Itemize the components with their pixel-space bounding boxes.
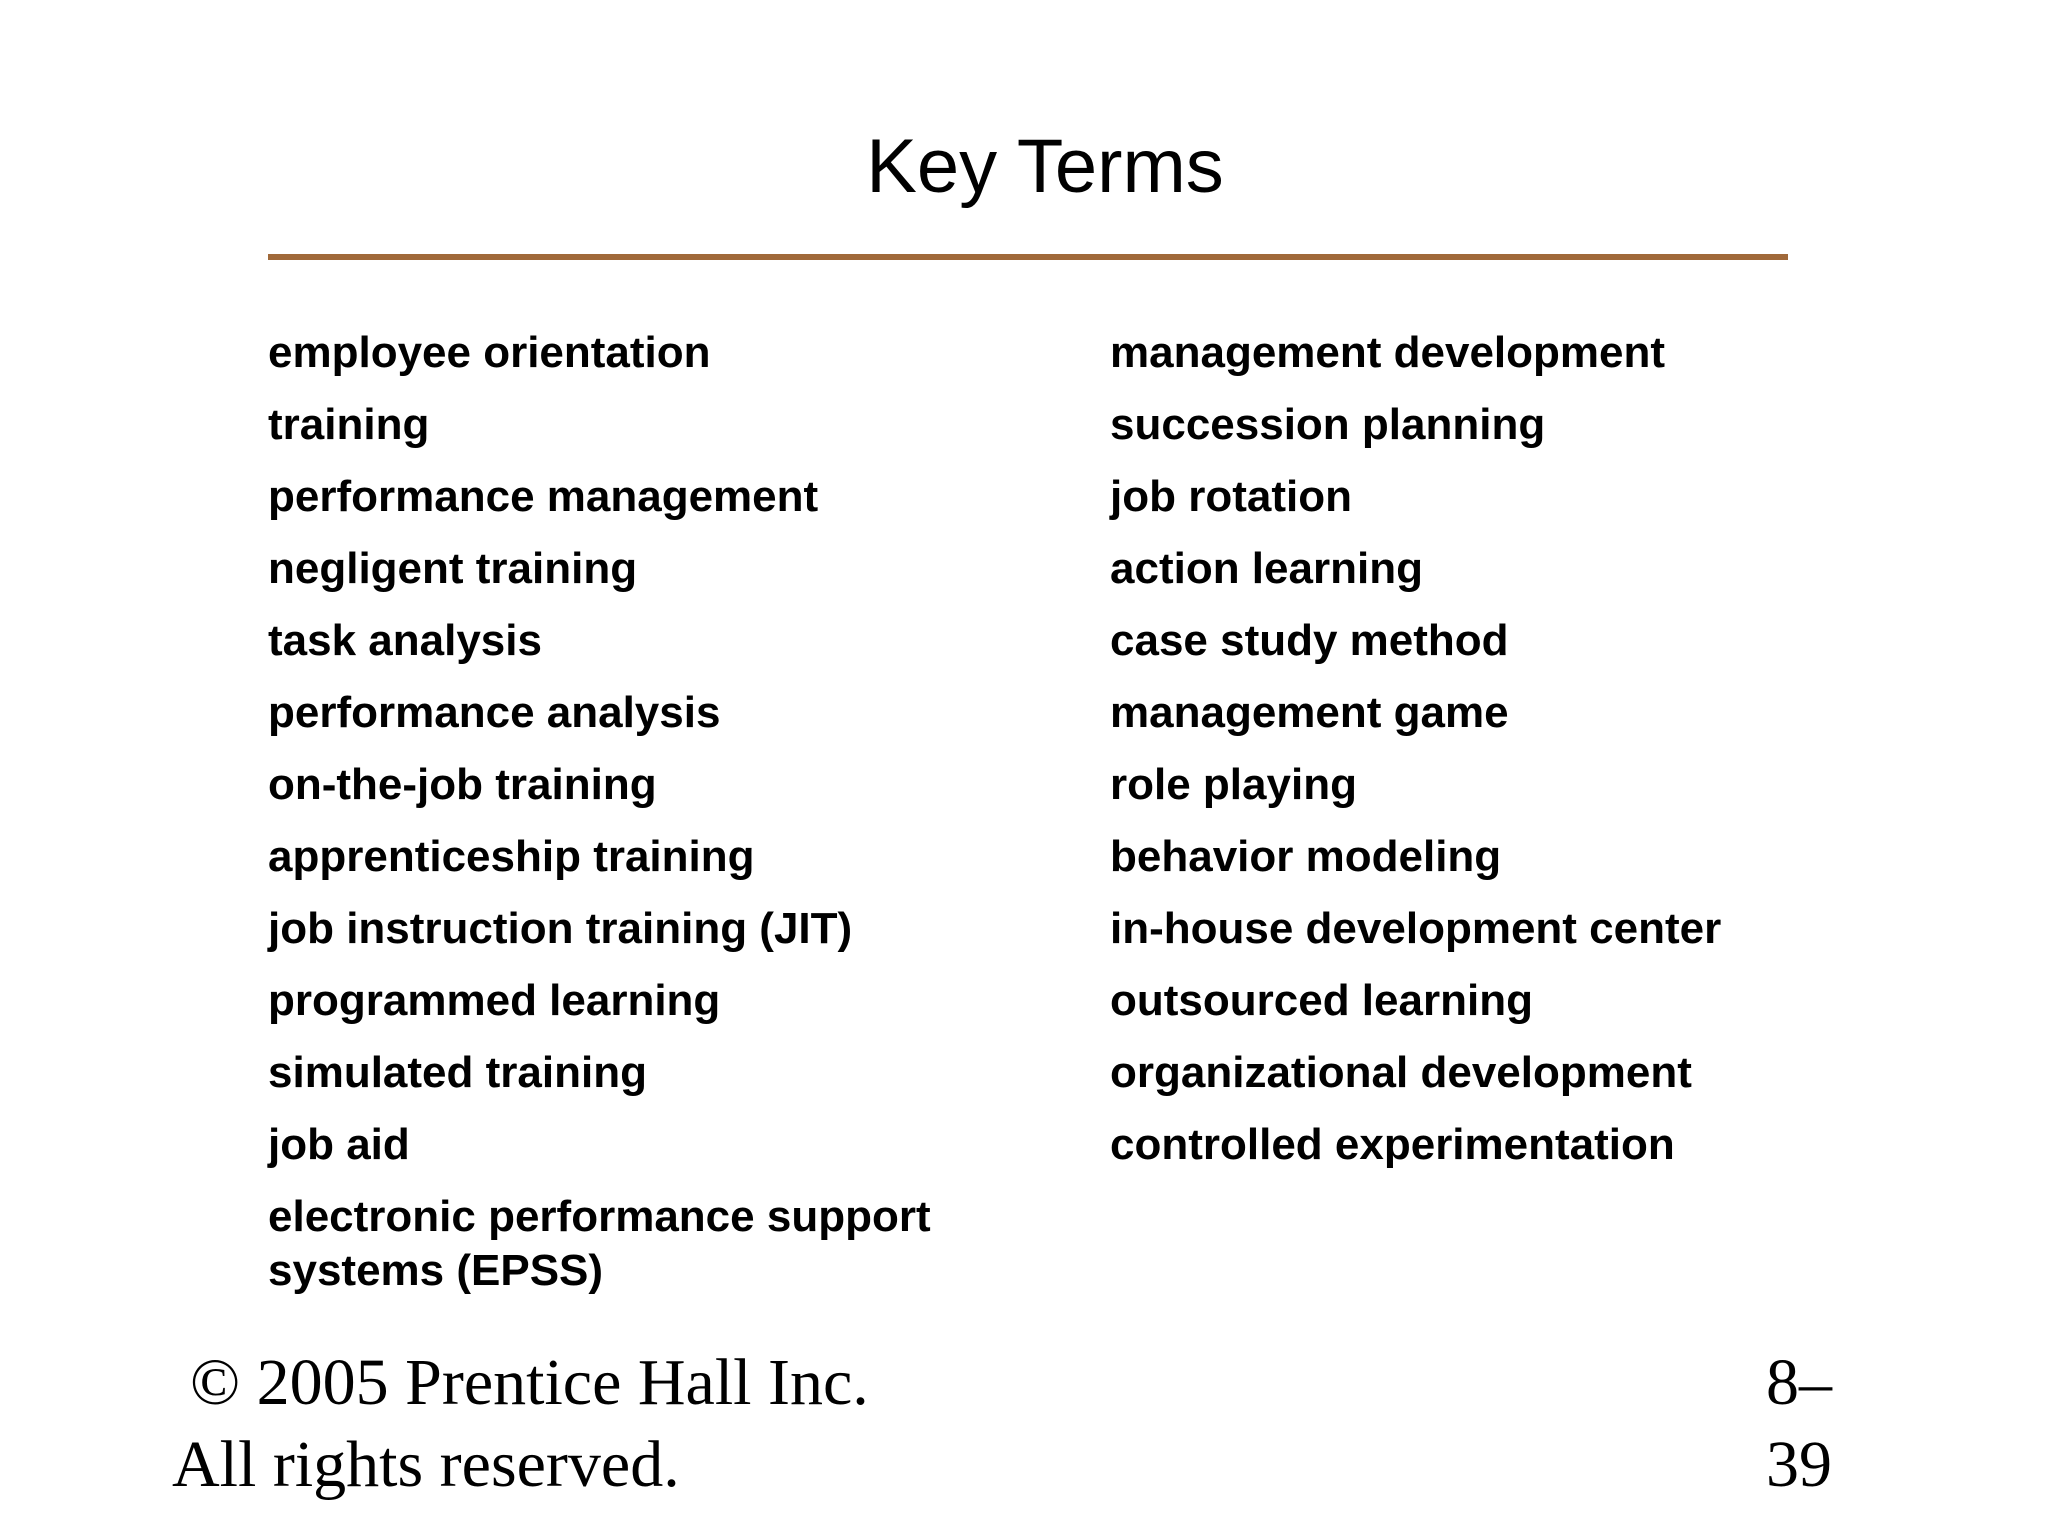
list-item: task analysis (268, 616, 542, 665)
left-term-list (268, 326, 1028, 1316)
list-item: outsourced learning (1110, 976, 1533, 1025)
rights-line: All rights reserved. (172, 1428, 680, 1501)
list-item: employee orientation (268, 328, 711, 377)
list-item: electronic performance support systems (EPSS) (268, 1192, 931, 1295)
right-term-list (1110, 326, 1830, 1190)
list-item: job aid (268, 1120, 410, 1169)
list-item: job rotation (1110, 472, 1352, 521)
copyright-notice (172, 1342, 869, 1506)
list-item: job instruction training (JIT) (268, 904, 853, 953)
list-item: action learning (1110, 544, 1423, 593)
list-item: management game (1110, 688, 1509, 737)
list-item: controlled experimentation (1110, 1120, 1675, 1169)
page-number-slide: 39 (1766, 1428, 1832, 1501)
list-item: in-house development center (1110, 904, 1722, 953)
list-item: apprenticeship training (268, 832, 755, 881)
list-item: role playing (1110, 760, 1357, 809)
list-item: management development (1110, 328, 1666, 377)
list-item: on-the-job training (268, 760, 657, 809)
list-item: succession planning (1110, 400, 1546, 449)
slide-title: Key Terms (866, 124, 1224, 209)
title-divider (268, 254, 1788, 260)
copyright-line: © 2005 Prentice Hall Inc. (190, 1346, 869, 1419)
list-item: case study method (1110, 616, 1509, 665)
list-item: performance analysis (268, 688, 721, 737)
page-number (1766, 1342, 1832, 1506)
list-item: simulated training (268, 1048, 647, 1097)
list-item: performance management (268, 472, 819, 521)
list-item: behavior modeling (1110, 832, 1502, 881)
list-item: programmed learning (268, 976, 721, 1025)
page-number-chapter: 8– (1766, 1346, 1832, 1419)
list-item: training (268, 400, 430, 449)
list-item: negligent training (268, 544, 638, 593)
list-item: organizational development (1110, 1048, 1692, 1097)
